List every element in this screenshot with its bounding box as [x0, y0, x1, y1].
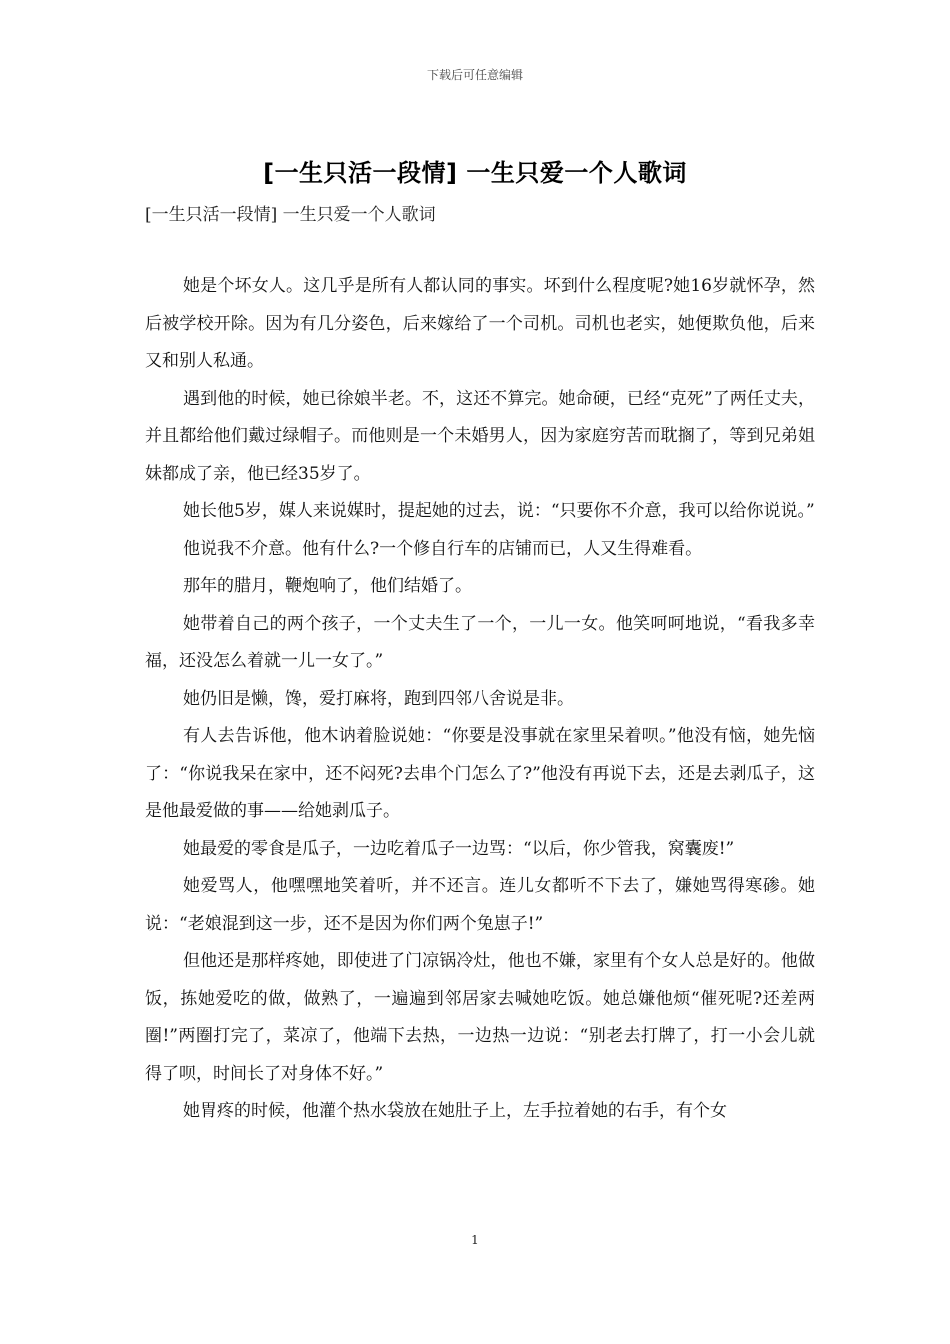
- paragraph: 她爱骂人，他嘿嘿地笑着听，并不还言。连儿女都听不下去了，嫌她骂得寒碜。她说：“老娘混到这一步，还不是因为你们两个兔崽子!”: [145, 876, 815, 934]
- paragraph: 她仍旧是懒，馋，爱打麻将，跑到四邻八舍说是非。: [183, 688, 574, 709]
- paragraph: 那年的腊月，鞭炮响了，他们结婚了。: [183, 576, 472, 596]
- paragraph: 但他还是那样疼她，即使进了门凉锅冷灶，他也不嫌，家里有个女人总是好的。他做饭，拣她爱吃的做，做熟了，一遍遍到邻居家去喊她吃饭。她总嫌他烦“催死呢?还差两圈!”两圈打完了，菜凉了，他端下去热，一边热一边说：“别老去打牌了，打一小会儿就得了呗，时间长了对身体不好。”: [145, 951, 815, 1084]
- document-title: [一生只活一段情] 一生只爱一个人歌词: [263, 159, 687, 187]
- paragraph: 她胃疼的时候，他灌个热水袋放在她肚子上，左手拉着她的右手，有个女: [183, 1101, 727, 1121]
- page-header: 下载后可任意编辑: [426, 68, 523, 82]
- paragraph: 有人去告诉他，他木讷着脸说她：“你要是没事就在家里呆着呗。”他没有恼，她先恼了：“你说我呆在家中，还不闷死?去串个门怎么了?”他没有再说下去，还是去剥瓜子，这是他最爱做的事——给她剥瓜子。: [145, 726, 815, 821]
- paragraph: 遇到他的时候，她已徐娘半老。不，这还不算完。她命硬，已经“克死”了两任丈夫，并且都给他们戴过绿帽子。而他则是一个未婚男人，因为家庭穷苦而耽搁了，等到兄弟姐妹都成了亲，他已经35岁了。: [145, 388, 815, 484]
- paragraph: 她长他5岁，媒人来说媒时，提起她的过去，说：“只要你不介意，我可以给你说说。”: [183, 501, 815, 521]
- paragraph: 他说我不介意。他有什么?一个修自行车的店铺而已，人又生得难看。: [183, 538, 703, 559]
- paragraph: 她最爱的零食是瓜子，一边吃着瓜子一边骂：“以后，你少管我，窝囊废!”: [183, 838, 735, 859]
- paragraph: 她是个坏女人。这几乎是所有人都认同的事实。坏到什么程度呢?她16岁就怀孕，然后被学校开除。因为有几分姿色，后来嫁给了一个司机。司机也老实，她便欺负他，后来又和别人私通。: [145, 276, 815, 371]
- document-body: [145, 268, 815, 1131]
- document-subtitle: [一生只活一段情] 一生只爱一个人歌词: [145, 205, 436, 225]
- page-number: 1: [471, 1233, 479, 1247]
- paragraph: 她带着自己的两个孩子，一个丈夫生了一个，一儿一女。他笑呵呵地说，“看我多幸福，还没怎么着就一儿一女了。”: [145, 613, 815, 671]
